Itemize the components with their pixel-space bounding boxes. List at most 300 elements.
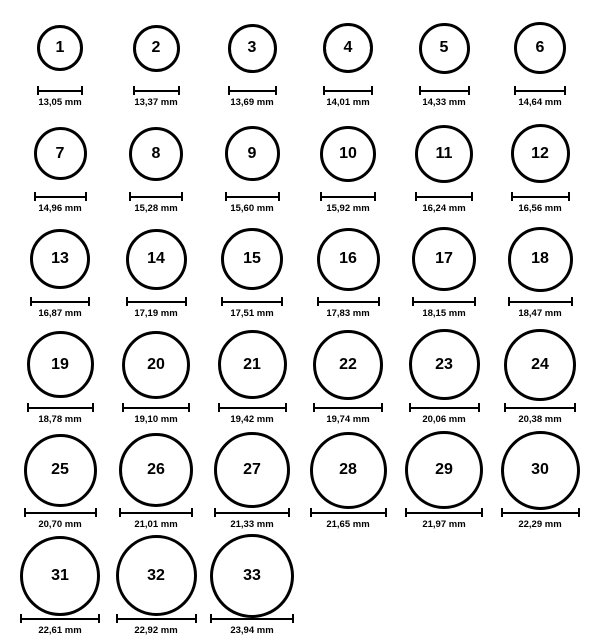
measure-cap-right: [574, 403, 576, 412]
ring-circle-wrapper: [204, 329, 300, 401]
measure-line: [218, 407, 287, 409]
measure-cap-left: [511, 192, 513, 201]
diameter-measure-bar: [508, 297, 573, 306]
ring-size-cell: [108, 12, 204, 108]
measure-line: [317, 301, 380, 303]
measure-cap-left: [310, 508, 312, 517]
ring-circle: [210, 534, 294, 618]
measure-cap-right: [385, 508, 387, 517]
ring-circle: [218, 330, 287, 399]
diameter-value: 21,97 mm: [422, 519, 466, 530]
ring-size-label: 28: [339, 461, 357, 478]
ring-size-label: 9: [247, 144, 257, 162]
ring-circle-wrapper: [12, 540, 108, 612]
ring-size-cell: [300, 329, 396, 425]
measure-line: [501, 512, 580, 514]
ring-circle: [37, 25, 83, 71]
ring-circle-wrapper: [108, 540, 204, 612]
measure-cap-left: [415, 192, 417, 201]
measure-line: [210, 618, 294, 620]
diameter-value: 13,37 mm: [134, 97, 178, 108]
ring-size-cell: [204, 329, 300, 425]
ring-circle-wrapper: [492, 329, 588, 401]
measure-cap-right: [468, 86, 470, 95]
measure-line: [228, 90, 277, 92]
measure-cap-left: [24, 508, 26, 517]
diameter-value: 14,96 mm: [38, 202, 82, 214]
ring-size-label: 27: [243, 461, 261, 478]
diameter-measure-bar: [210, 614, 294, 623]
diameter-measure-bar: [218, 403, 287, 412]
diameter-value: 22,92 mm: [134, 624, 178, 636]
ring-size-label: 8: [151, 144, 161, 162]
ring-size-label: 15: [243, 250, 261, 267]
diameter-value: 15,28 mm: [134, 202, 178, 214]
ring-circle: [419, 23, 470, 74]
measure-line: [511, 196, 570, 198]
ring-row: [0, 12, 600, 108]
measure-cap-right: [568, 192, 570, 201]
ring-circle: [27, 331, 94, 398]
ring-circle-wrapper: [12, 12, 108, 84]
diameter-value: 15,60 mm: [230, 202, 274, 214]
ring-circle: [514, 22, 566, 74]
measure-cap-left: [119, 508, 121, 517]
ring-size-label: 18: [531, 250, 549, 267]
measure-line: [129, 196, 183, 198]
ring-row: [0, 118, 600, 214]
ring-row: [0, 223, 600, 319]
diameter-value: 18,47 mm: [518, 308, 562, 319]
ring-size-cell: [108, 434, 204, 530]
diameter-measure-bar: [20, 614, 100, 623]
ring-size-label: 11: [435, 144, 453, 162]
ring-circle: [508, 227, 573, 292]
measure-cap-left: [129, 192, 131, 201]
ring-circle: [133, 25, 180, 72]
ring-circle: [320, 126, 376, 182]
diameter-value: 17,51 mm: [230, 308, 274, 319]
measure-cap-left: [210, 614, 212, 623]
ring-size-label: 21: [243, 355, 261, 373]
ring-circle-wrapper: [12, 223, 108, 295]
ring-circle-wrapper: [492, 12, 588, 84]
ring-circle-wrapper: [300, 12, 396, 84]
measure-cap-left: [504, 403, 506, 412]
measure-cap-left: [225, 192, 227, 201]
ring-size-label: 30: [531, 461, 549, 478]
measure-cap-left: [126, 297, 128, 306]
diameter-measure-bar: [119, 508, 193, 517]
ring-size-label: 5: [439, 39, 449, 56]
ring-circle: [225, 126, 280, 181]
ring-size-label: 10: [339, 144, 357, 162]
ring-circle-wrapper: [396, 329, 492, 401]
ring-size-label: 1: [55, 39, 65, 56]
measure-cap-left: [501, 508, 503, 517]
measure-line: [419, 90, 470, 92]
ring-size-cell: [396, 12, 492, 108]
ring-size-label: 20: [147, 355, 165, 373]
ring-size-label: 3: [247, 39, 257, 56]
ring-circle: [504, 329, 576, 401]
ring-size-cell: [108, 223, 204, 319]
ring-circle: [412, 227, 476, 291]
measure-cap-left: [34, 192, 36, 201]
ring-circle-wrapper: [492, 118, 588, 190]
ring-size-cell: [396, 434, 492, 530]
ring-size-label: 26: [147, 461, 165, 478]
measure-cap-left: [323, 86, 325, 95]
diameter-measure-bar: [37, 86, 83, 95]
measure-cap-right: [292, 614, 294, 623]
measure-cap-left: [20, 614, 22, 623]
ring-circle-wrapper: [204, 223, 300, 295]
ring-circle: [405, 431, 483, 509]
ring-size-cell: [396, 329, 492, 425]
ring-size-label: 2: [151, 39, 161, 56]
measure-cap-right: [381, 403, 383, 412]
diameter-measure-bar: [27, 403, 94, 412]
diameter-measure-bar: [405, 508, 483, 517]
ring-circle: [409, 329, 480, 400]
diameter-value: 19,42 mm: [230, 413, 274, 425]
ring-size-label: 22: [339, 355, 357, 373]
ring-size-cell: [204, 12, 300, 108]
ring-size-label: 13: [51, 250, 69, 267]
ring-size-label: 6: [535, 39, 545, 56]
measure-cap-left: [317, 297, 319, 306]
measure-line: [116, 618, 197, 620]
diameter-measure-bar: [221, 297, 283, 306]
ring-circle: [221, 228, 283, 290]
measure-cap-left: [116, 614, 118, 623]
measure-cap-right: [481, 508, 483, 517]
measure-cap-right: [178, 86, 180, 95]
diameter-value: 21,65 mm: [326, 519, 370, 530]
diameter-measure-bar: [310, 508, 387, 517]
diameter-value: 21,01 mm: [134, 519, 178, 530]
ring-size-label: 17: [435, 250, 453, 267]
ring-size-cell: [12, 12, 108, 108]
ring-circle-wrapper: [300, 329, 396, 401]
ring-size-cell: [108, 118, 204, 214]
diameter-value: 18,15 mm: [422, 308, 466, 319]
measure-cap-left: [419, 86, 421, 95]
ring-circle-wrapper: [492, 223, 588, 295]
ring-size-cell: [492, 12, 588, 108]
measure-cap-right: [81, 86, 83, 95]
diameter-value: 13,05 mm: [38, 97, 82, 108]
measure-line: [30, 301, 90, 303]
diameter-value: 14,33 mm: [422, 97, 466, 108]
diameter-measure-bar: [30, 297, 90, 306]
ring-row: [0, 329, 600, 425]
ring-size-label: 24: [531, 355, 549, 373]
measure-line: [405, 512, 483, 514]
ring-circle-wrapper: [396, 118, 492, 190]
diameter-measure-bar: [409, 403, 480, 412]
measure-cap-left: [214, 508, 216, 517]
measure-line: [225, 196, 280, 198]
measure-cap-left: [228, 86, 230, 95]
measure-cap-right: [474, 297, 476, 306]
diameter-value: 23,94 mm: [230, 624, 274, 636]
measure-cap-right: [275, 86, 277, 95]
diameter-value: 18,78 mm: [38, 413, 82, 425]
measure-cap-left: [221, 297, 223, 306]
ring-size-cell: [396, 223, 492, 319]
ring-circle-wrapper: [204, 12, 300, 84]
ring-circle-wrapper: [12, 329, 108, 401]
ring-circle: [129, 127, 183, 181]
ring-size-label: 29: [435, 461, 453, 478]
ring-circle-wrapper: [492, 434, 588, 506]
measure-cap-right: [191, 508, 193, 517]
ring-size-label: 23: [435, 355, 453, 373]
diameter-measure-bar: [228, 86, 277, 95]
measure-cap-right: [471, 192, 473, 201]
ring-size-cell: [204, 223, 300, 319]
ring-size-cell: [300, 12, 396, 108]
diameter-value: 20,38 mm: [518, 413, 562, 425]
ring-circle-wrapper: [204, 434, 300, 506]
ring-circle-wrapper: [108, 434, 204, 506]
ring-circle: [310, 432, 387, 509]
measure-line: [214, 512, 290, 514]
ring-circle-wrapper: [12, 434, 108, 506]
ring-circle: [24, 434, 97, 507]
measure-line: [504, 407, 576, 409]
measure-cap-left: [133, 86, 135, 95]
measure-cap-left: [514, 86, 516, 95]
ring-size-cell: [492, 434, 588, 530]
measure-cap-right: [185, 297, 187, 306]
measure-cap-right: [188, 403, 190, 412]
measure-cap-right: [478, 403, 480, 412]
diameter-value: 19,10 mm: [134, 413, 178, 425]
measure-cap-left: [218, 403, 220, 412]
ring-circle: [20, 536, 100, 616]
ring-row: [0, 434, 600, 530]
diameter-measure-bar: [514, 86, 566, 95]
diameter-value: 13,69 mm: [230, 97, 274, 108]
measure-cap-right: [181, 192, 183, 201]
diameter-value: 16,56 mm: [518, 202, 562, 214]
ring-size-label: 12: [531, 144, 549, 162]
ring-circle: [511, 124, 570, 183]
diameter-measure-bar: [504, 403, 576, 412]
measure-cap-left: [409, 403, 411, 412]
ring-circle: [30, 229, 90, 289]
diameter-measure-bar: [24, 508, 97, 517]
ring-circle-wrapper: [204, 540, 300, 612]
diameter-measure-bar: [415, 192, 473, 201]
ring-circle-wrapper: [396, 12, 492, 84]
ring-size-cell: [108, 540, 204, 636]
ring-circle: [313, 330, 383, 400]
ring-size-cell: [300, 223, 396, 319]
ring-circle: [34, 127, 87, 180]
ring-row: [0, 540, 600, 636]
ring-size-cell: [492, 118, 588, 214]
measure-cap-right: [281, 297, 283, 306]
diameter-measure-bar: [116, 614, 197, 623]
ring-size-cell: [12, 329, 108, 425]
measure-cap-right: [578, 508, 580, 517]
ring-circle: [317, 228, 380, 291]
measure-line: [119, 512, 193, 514]
measure-cap-right: [88, 297, 90, 306]
ring-circle-wrapper: [108, 118, 204, 190]
diameter-value: 21,33 mm: [230, 519, 274, 530]
ring-size-cell: [300, 434, 396, 530]
diameter-measure-bar: [511, 192, 570, 201]
measure-cap-right: [564, 86, 566, 95]
diameter-measure-bar: [317, 297, 380, 306]
measure-cap-right: [278, 192, 280, 201]
measure-cap-right: [98, 614, 100, 623]
ring-circle-wrapper: [12, 118, 108, 190]
ring-circle: [501, 431, 580, 510]
ring-circle: [116, 535, 197, 616]
ring-circle: [415, 125, 473, 183]
measure-line: [409, 407, 480, 409]
diameter-value: 17,83 mm: [326, 308, 370, 319]
diameter-measure-bar: [126, 297, 187, 306]
measure-line: [27, 407, 94, 409]
ring-size-label: 19: [51, 355, 69, 373]
measure-line: [37, 90, 83, 92]
ring-circle-wrapper: [300, 118, 396, 190]
measure-cap-left: [508, 297, 510, 306]
measure-line: [313, 407, 383, 409]
ring-size-cell: [492, 223, 588, 319]
diameter-measure-bar: [313, 403, 383, 412]
ring-circle-wrapper: [300, 223, 396, 295]
ring-size-label: 25: [51, 461, 69, 478]
measure-cap-left: [122, 403, 124, 412]
ring-circle-wrapper: [108, 12, 204, 84]
measure-line: [133, 90, 180, 92]
measure-cap-right: [571, 297, 573, 306]
measure-cap-left: [37, 86, 39, 95]
measure-cap-left: [412, 297, 414, 306]
ring-circle-wrapper: [204, 118, 300, 190]
measure-cap-right: [95, 508, 97, 517]
diameter-value: 14,64 mm: [518, 97, 562, 108]
measure-cap-right: [285, 403, 287, 412]
measure-line: [310, 512, 387, 514]
ring-circle: [228, 24, 277, 73]
ring-circle: [214, 432, 290, 508]
diameter-value: 17,19 mm: [134, 308, 178, 319]
diameter-measure-bar: [129, 192, 183, 201]
ring-circle: [126, 229, 187, 290]
ring-circle-wrapper: [396, 434, 492, 506]
ring-size-label: 14: [147, 250, 165, 267]
measure-cap-left: [405, 508, 407, 517]
diameter-value: 15,92 mm: [326, 202, 370, 214]
measure-line: [122, 407, 190, 409]
ring-size-cell: [204, 540, 300, 636]
measure-line: [323, 90, 373, 92]
ring-size-cell: [396, 118, 492, 214]
ring-circle-wrapper: [108, 223, 204, 295]
measure-cap-right: [85, 192, 87, 201]
diameter-measure-bar: [225, 192, 280, 201]
diameter-value: 20,06 mm: [422, 413, 466, 425]
ring-size-label: 33: [243, 566, 261, 584]
ring-size-cell: [204, 434, 300, 530]
measure-line: [320, 196, 376, 198]
ring-size-cell: [12, 434, 108, 530]
ring-circle-wrapper: [108, 329, 204, 401]
diameter-value: 22,29 mm: [518, 519, 562, 530]
ring-size-label: 16: [339, 250, 357, 267]
ring-size-cell: [12, 540, 108, 636]
ring-size-label: 31: [51, 566, 69, 584]
diameter-measure-bar: [323, 86, 373, 95]
diameter-measure-bar: [133, 86, 180, 95]
diameter-value: 22,61 mm: [38, 624, 82, 636]
measure-cap-left: [30, 297, 32, 306]
measure-line: [415, 196, 473, 198]
ring-size-label: 4: [343, 39, 353, 56]
ring-circle-wrapper: [300, 434, 396, 506]
diameter-value: 20,70 mm: [38, 519, 82, 530]
diameter-measure-bar: [34, 192, 87, 201]
diameter-value: 19,74 mm: [326, 413, 370, 425]
ring-size-label: 7: [55, 144, 65, 162]
ring-size-cell: [300, 118, 396, 214]
measure-cap-right: [195, 614, 197, 623]
ring-circle-wrapper: [396, 223, 492, 295]
measure-line: [20, 618, 100, 620]
ring-size-cell: [492, 329, 588, 425]
diameter-value: 16,24 mm: [422, 202, 466, 214]
diameter-measure-bar: [412, 297, 476, 306]
measure-cap-right: [92, 403, 94, 412]
measure-cap-left: [27, 403, 29, 412]
ring-size-cell: [108, 329, 204, 425]
ring-size-chart: [0, 12, 600, 636]
ring-circle: [119, 433, 193, 507]
ring-size-cell: [12, 223, 108, 319]
diameter-measure-bar: [214, 508, 290, 517]
measure-line: [24, 512, 97, 514]
measure-line: [126, 301, 187, 303]
measure-line: [514, 90, 566, 92]
ring-circle: [323, 23, 373, 73]
measure-cap-left: [320, 192, 322, 201]
measure-cap-right: [378, 297, 380, 306]
measure-cap-left: [313, 403, 315, 412]
diameter-measure-bar: [122, 403, 190, 412]
measure-cap-right: [288, 508, 290, 517]
ring-size-label: 32: [147, 566, 165, 584]
ring-circle: [122, 331, 190, 399]
ring-size-cell: [12, 118, 108, 214]
measure-cap-right: [374, 192, 376, 201]
measure-line: [412, 301, 476, 303]
measure-line: [221, 301, 283, 303]
diameter-measure-bar: [320, 192, 376, 201]
ring-size-cell: [204, 118, 300, 214]
measure-line: [508, 301, 573, 303]
diameter-measure-bar: [501, 508, 580, 517]
measure-line: [34, 196, 87, 198]
